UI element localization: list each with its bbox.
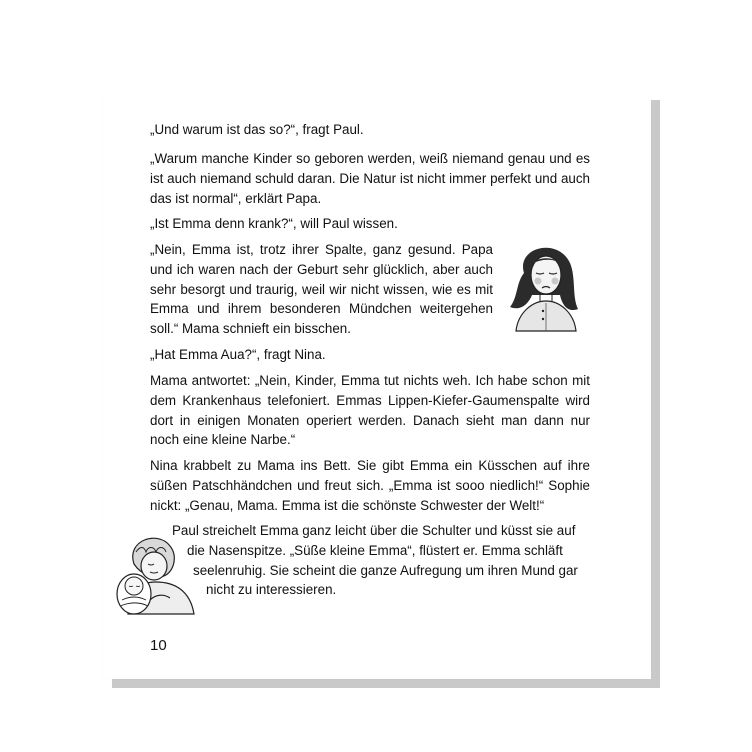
paragraph-8-line-2: die Nasenspitze. „Süße kleine Emma“, flüstert er. Emma schläft: [187, 543, 563, 558]
paragraph-6: Mama antwortet: „Nein, Kinder, Emma tut nichts weh. Ich habe schon mit dem Krankenhaus telefoniert. Emmas Lippen-Kiefer-Gaumenspalte wird dort in einigen Monaten operiert werden. Danach sieht man dann nur noch eine kleine Narbe.“: [150, 373, 590, 448]
paragraph-8-line-3: seelenruhig. Sie scheint die ganze Aufregung um ihren Mund gar: [193, 563, 578, 578]
paragraph-5: „Hat Emma Aua?“, fragt Nina.: [150, 347, 326, 362]
paul-and-emma-illustration: [108, 530, 204, 620]
sad-mother-illustration: [502, 235, 588, 335]
paragraph-2: „Warum manche Kinder so geboren werden, weiß niemand genau und es ist auch niemand schuld daran. Die Natur ist nicht immer perfekt und auch das ist normal“, erklärt Papa.: [150, 151, 590, 206]
page-number: 10: [150, 637, 167, 654]
paragraph-8-line-4: nicht zu interessieren.: [206, 582, 337, 597]
paragraph-7: Nina krabbelt zu Mama ins Bett. Sie gibt Emma ein Küsschen auf ihre süßen Patschhändchen und freut sich. „Emma ist sooo niedlich!“ Sophie nickt: „Genau, Mama. Emma ist die schönste Schwester der Welt!“: [150, 458, 590, 513]
paragraph-8-line-1: Paul streichelt Emma ganz leicht über die Schulter und küsst sie auf: [172, 523, 576, 538]
paragraph-1: „Und warum ist das so?“, fragt Paul.: [150, 122, 364, 137]
paragraph-4: „Nein, Emma ist, trotz ihrer Spalte, ganz gesund. Papa und ich waren nach der Geburt sehr glücklich, aber auch sehr besorgt und traurig, weil wir nicht wissen, wie es mit Emma und ihrem besonderen Mündchen weitergehen soll.“ Mama schnieft ein bisschen.: [150, 242, 493, 337]
paragraph-3: „Ist Emma denn krank?“, will Paul wissen.: [150, 216, 398, 231]
